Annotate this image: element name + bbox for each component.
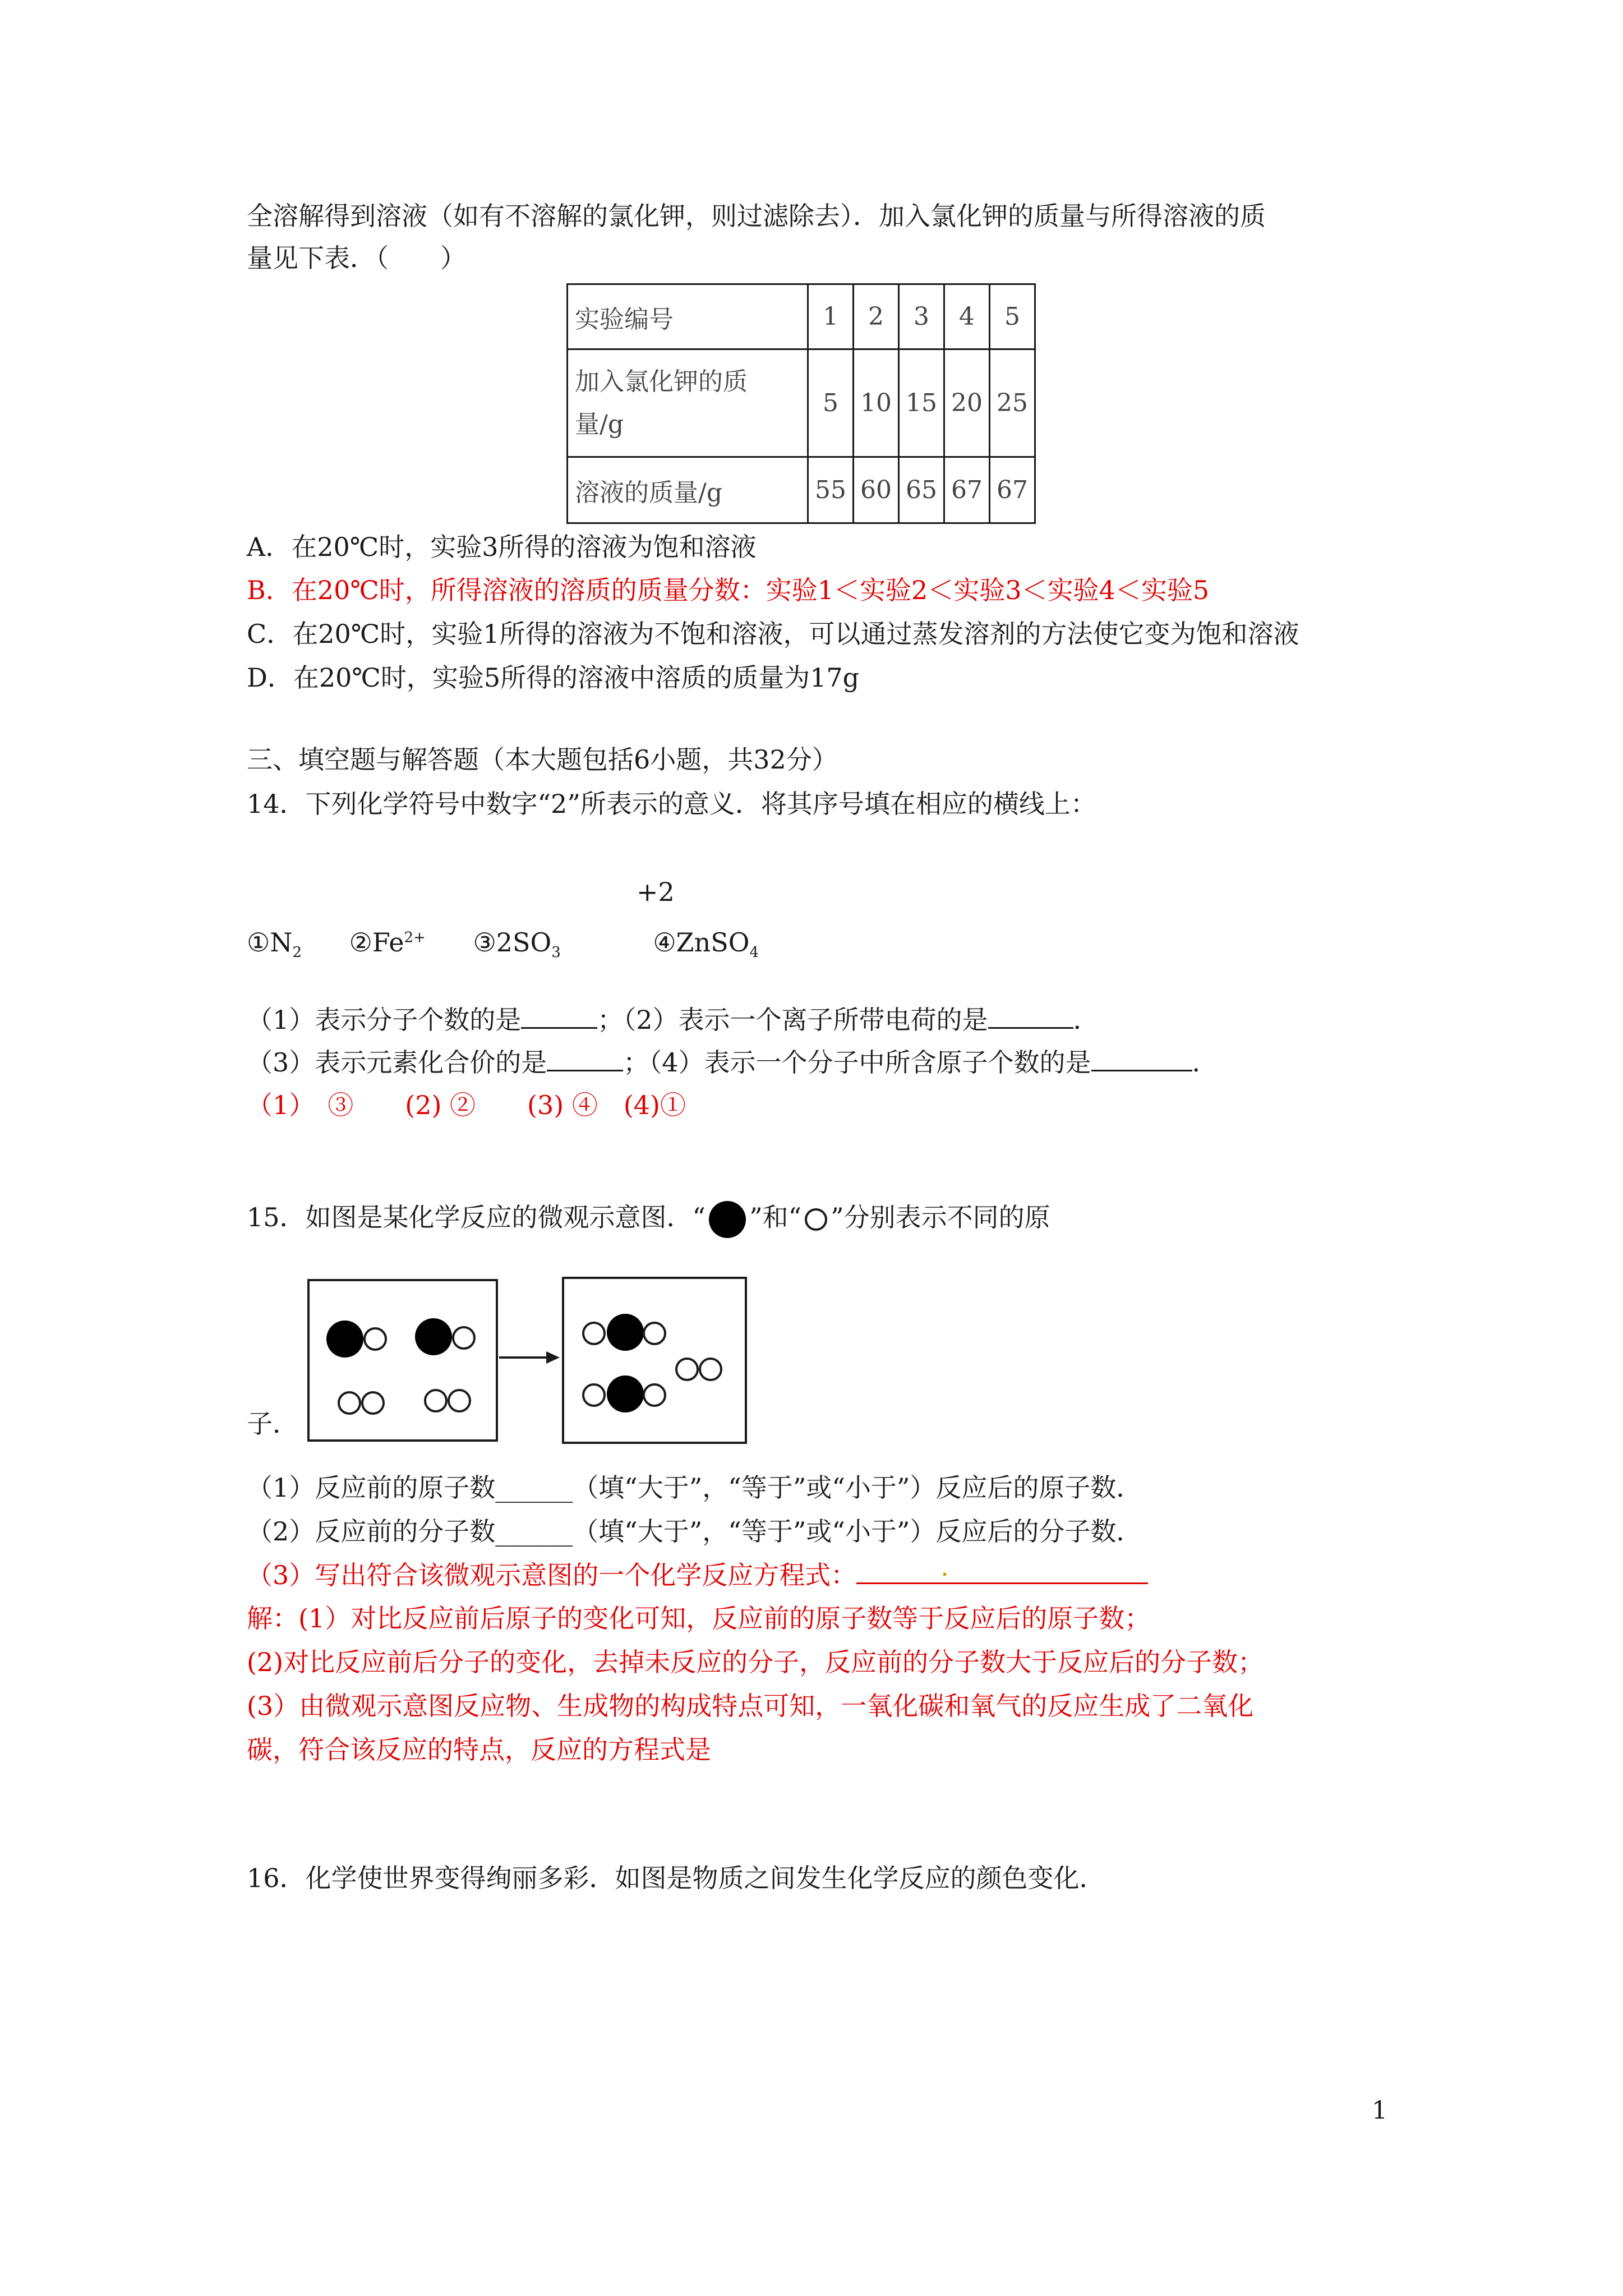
q15-solution-1: 解：(1）对比反应前后原子的变化可知，反应前的原子数等于反应后的原子数；	[247, 1603, 1151, 1634]
q14-part-3-4	[247, 1046, 1218, 1079]
q14-stem: 14．下列化学符号中数字“2”所表示的意义．将其序号填在相应的横线上：	[247, 789, 1096, 819]
answer-blank[interactable]	[521, 1005, 597, 1029]
q14-part-1-2	[247, 1003, 1099, 1037]
q15-part-2: （2）反应前的分子数______（填“大于”，“等于”或“小于”）反应后的分子数．	[247, 1516, 1142, 1547]
q14-part-text: （1）表示分子个数的是	[247, 1005, 522, 1035]
q15-part-3-text: （3）写出符合该微观示意图的一个化学反应方程式：	[247, 1560, 857, 1590]
intro-line-2: 量见下表．（ ）	[247, 243, 466, 273]
table-cell: 溶液的质量/g	[568, 457, 808, 523]
reactants-box	[307, 1279, 498, 1442]
black-atom-icon	[607, 1314, 644, 1351]
q14-part-text: ；（2）表示一个离子所带电荷的是	[597, 1005, 988, 1035]
q15-solution-2: (2)对比反应前后分子的变化，去掉未反应的分子，反应前的分子数大于反应后的分子数；	[247, 1647, 1264, 1677]
q15-part-3	[247, 1552, 1148, 1592]
q15-part-1: （1）反应前的原子数______（填“大于”，“等于”或“小于”）反应后的原子数．	[247, 1473, 1142, 1503]
symbol-1: $①N_2$	[247, 927, 302, 961]
q14-symbols	[247, 921, 759, 970]
table-cell: 3	[899, 284, 944, 349]
page-number: 1	[1372, 2096, 1387, 2125]
q15-solution-3: (3）由微观示意图反应物、生成物的构成特点可知，一氧化碳和氧气的反应生成了二氧化	[247, 1691, 1254, 1721]
white-atom-icon	[675, 1358, 699, 1381]
table-row	[568, 349, 1035, 457]
section-3-heading: 三、填空题与解答题（本大题包括6小题，共32分）	[247, 744, 838, 775]
q15-stem-text: ”和“	[749, 1202, 802, 1232]
white-atom-icon	[448, 1389, 471, 1412]
table-row	[568, 457, 1035, 523]
intro-line-1: 全溶解得到溶液（如有不溶解的氯化钾，则过滤除去）．加入氯化钾的质量与所得溶液的质	[247, 201, 1266, 231]
table-cell	[568, 349, 808, 457]
q14-part-text: ；（4）表示一个分子中所含原子个数的是	[623, 1047, 1091, 1078]
white-atom-icon	[582, 1383, 606, 1407]
black-atom-icon	[326, 1320, 363, 1358]
white-atom-icon	[338, 1391, 361, 1415]
table-label-line: 加入氯化钾的质	[575, 367, 748, 396]
q15-stem-end: 子．	[247, 1409, 298, 1439]
option-c: C．在20℃时，实验1所得的溶液为不饱和溶液，可以通过蒸发溶剂的方法使它变为饱和溶液	[247, 619, 1299, 649]
answer-blank[interactable]	[856, 1552, 1148, 1584]
answer-blank[interactable]	[988, 1005, 1073, 1029]
q14-part-text: （3）表示元素化合价的是	[247, 1047, 547, 1078]
option-a: A．在20℃时，实验3所得的溶液为饱和溶液	[247, 532, 757, 562]
white-atom-icon	[643, 1322, 666, 1345]
black-atom-icon	[415, 1318, 452, 1355]
table-cell: 15	[899, 349, 944, 457]
white-atom-icon	[643, 1383, 666, 1407]
table-cell: 20	[944, 349, 990, 457]
black-atom-icon	[607, 1375, 644, 1412]
q15-solution-4: 碳，符合该反应的特点，反应的方程式是	[247, 1734, 711, 1765]
products-box	[562, 1277, 747, 1444]
q14-part-text: ．	[1073, 1005, 1099, 1035]
white-atom-icon	[699, 1358, 722, 1381]
table-cell: 67	[990, 457, 1035, 523]
table-label-line: 量/g	[575, 409, 624, 439]
table-cell: 25	[990, 349, 1035, 457]
reaction-arrow-icon	[499, 1346, 561, 1369]
white-atom-icon	[363, 1327, 387, 1351]
white-atom-icon	[805, 1208, 827, 1231]
table-cell: 5	[990, 284, 1035, 349]
q15-stem-text: ”分别表示不同的原	[831, 1202, 1050, 1232]
symbol-2: $②Fe^{2+}$	[349, 927, 426, 958]
table-cell: 4	[944, 284, 990, 349]
table-cell: 65	[899, 457, 944, 523]
table-cell: 67	[944, 457, 990, 523]
q15-stem-text: 15．如图是某化学反应的微观示意图．“	[247, 1202, 706, 1232]
dot-mark: .	[940, 1552, 949, 1582]
q15-stem	[247, 1200, 1050, 1238]
table-row	[568, 284, 1035, 349]
symbol-3: $③2SO_3$	[473, 927, 561, 961]
table-cell: 60	[854, 457, 899, 523]
answer-blank[interactable]	[1091, 1047, 1192, 1071]
table-cell: 10	[854, 349, 899, 457]
q14-part-text: ．	[1192, 1047, 1218, 1078]
white-atom-icon	[424, 1389, 448, 1412]
white-atom-icon	[452, 1326, 476, 1350]
q14-answer: （1） ③ (2) ② (3) ④ (4)①	[247, 1090, 686, 1120]
table-cell: 5	[808, 349, 854, 457]
answer-blank[interactable]	[547, 1047, 623, 1071]
white-atom-icon	[361, 1391, 385, 1415]
potassium-chloride-table	[566, 283, 1036, 524]
option-d: D．在20℃时，实验5所得的溶液中溶质的质量为17g	[247, 662, 860, 693]
table-cell: 1	[808, 284, 854, 349]
table-cell: 2	[854, 284, 899, 349]
valence-mark: +2	[637, 877, 675, 907]
symbol-4: ④ZnSO$_4$	[653, 927, 759, 961]
option-b-answer: B．在20℃时，所得溶液的溶质的质量分数：实验1＜实验2＜实验3＜实验4＜实验5	[247, 575, 1210, 605]
table-cell: 55	[808, 457, 854, 523]
white-atom-icon	[582, 1322, 606, 1345]
q16-stem: 16．化学使世界变得绚丽多彩．如图是物质之间发生化学反应的颜色变化．	[247, 1863, 1105, 1893]
table-cell: 实验编号	[568, 284, 808, 349]
black-atom-icon	[709, 1201, 746, 1238]
